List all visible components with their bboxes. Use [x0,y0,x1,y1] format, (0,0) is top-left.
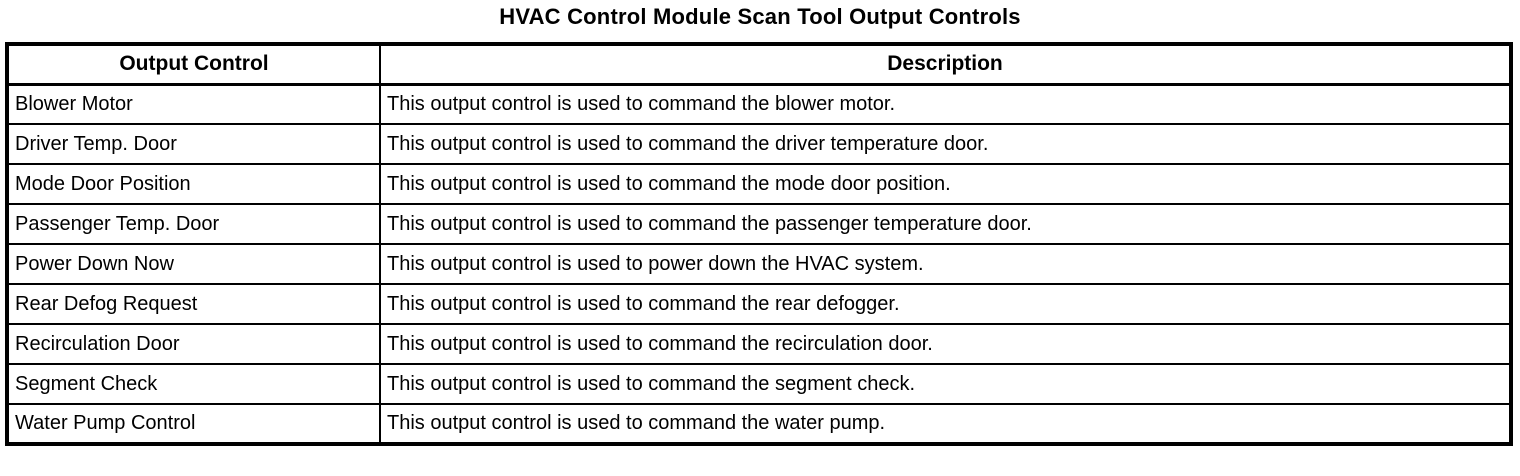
description-cell: This output control is used to power down the HVAC system. [380,244,1511,284]
output-control-cell: Driver Temp. Door [7,124,380,164]
description-cell: This output control is used to command the segment check. [380,364,1511,404]
table-row [7,364,1511,404]
page-title: HVAC Control Module Scan Tool Output Controls [499,4,1021,29]
output-control-cell: Blower Motor [7,84,380,124]
table-row [7,84,1511,124]
header-description: Description [380,44,1511,84]
output-control-cell: Rear Defog Request [7,284,380,324]
output-control-cell: Mode Door Position [7,164,380,204]
table-row [7,204,1511,244]
output-control-cell: Water Pump Control [7,404,380,444]
description-cell: This output control is used to command the rear defogger. [380,284,1511,324]
table-row [7,164,1511,204]
description-cell: This output control is used to command the passenger temperature door. [380,204,1511,244]
table-row [7,324,1511,364]
table-row [7,124,1511,164]
description-cell: This output control is used to command the blower motor. [380,84,1511,124]
table-body [7,84,1511,444]
output-control-cell: Segment Check [7,364,380,404]
header-row [7,44,1511,84]
description-cell: This output control is used to command the recirculation door. [380,324,1511,364]
header-output-control: Output Control [7,44,380,84]
table-row [7,404,1511,444]
table-header [7,44,1511,84]
description-cell: This output control is used to command the water pump. [380,404,1511,444]
description-cell: This output control is used to command the mode door position. [380,164,1511,204]
output-controls-table [5,42,1513,446]
output-control-cell: Power Down Now [7,244,380,284]
description-cell: This output control is used to command the driver temperature door. [380,124,1511,164]
output-control-cell: Recirculation Door [7,324,380,364]
table-row [7,284,1511,324]
output-control-cell: Passenger Temp. Door [7,204,380,244]
table-row [7,244,1511,284]
